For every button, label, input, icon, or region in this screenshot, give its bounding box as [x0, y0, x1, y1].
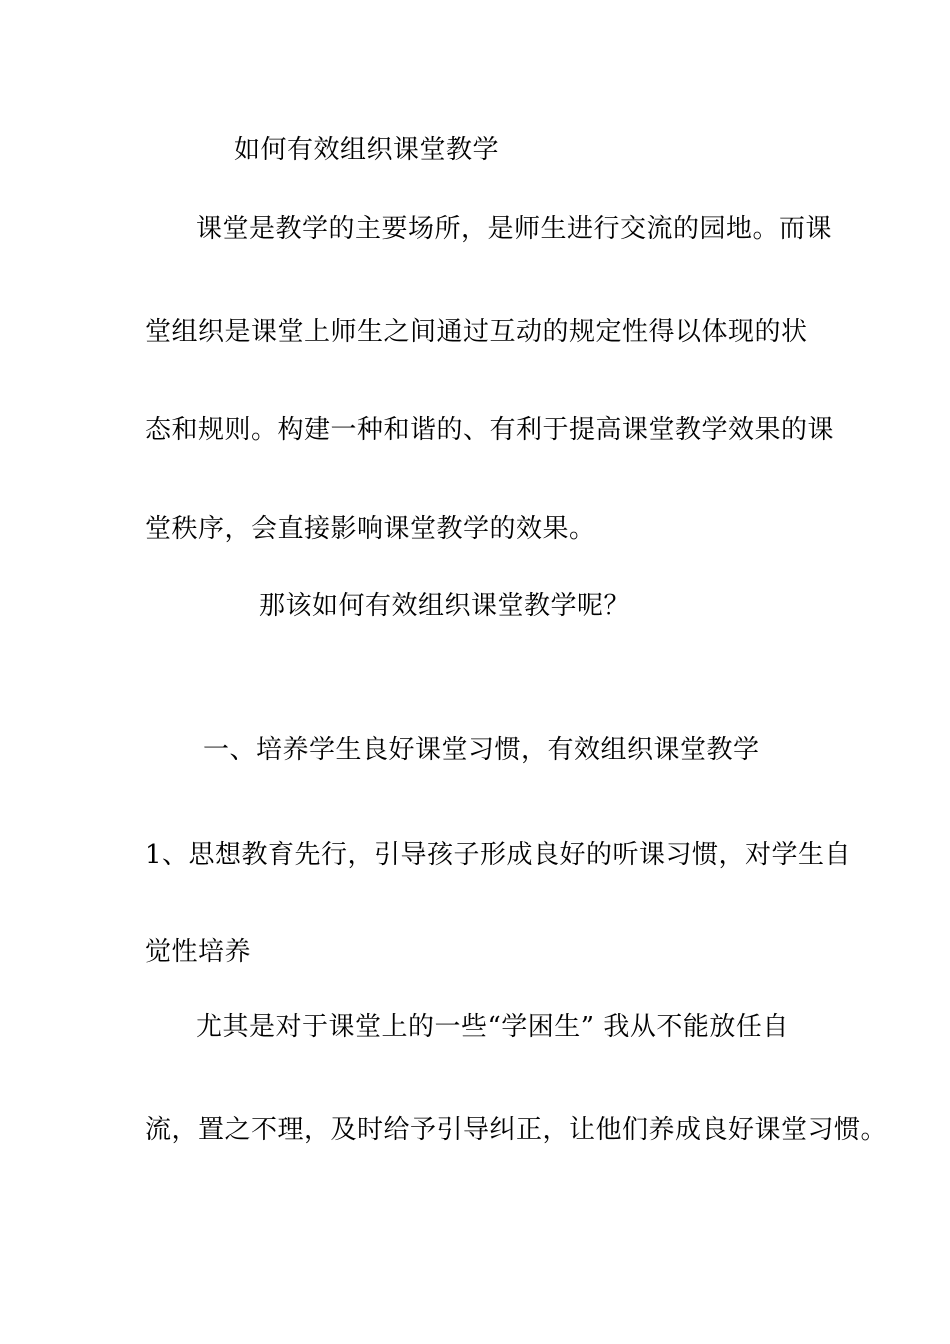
- section-heading-1: 一、培养学生良好课堂习惯，有效组织课堂教学: [203, 735, 760, 765]
- body-paragraph-line-1: 尤其是对于课堂上的一些“学困生” 我从不能放任自: [196, 1012, 789, 1042]
- intro-paragraph-line-2: 堂组织是课堂上师生之间通过互动的规定性得以体现的状: [145, 317, 808, 347]
- document-title: 如何有效组织课堂教学: [234, 135, 500, 165]
- intro-paragraph-line-3: 态和规则。构建一种和谐的、有利于提高课堂教学效果的课: [145, 415, 835, 445]
- subsection-heading-1-line-2: 觉性培养: [145, 937, 252, 967]
- question-line: 那该如何有效组织课堂教学呢？: [259, 591, 631, 621]
- subsection-heading-1-line-1: 1、思想教育先行，引导孩子形成良好的听课习惯，对学生自: [145, 840, 852, 870]
- intro-paragraph-line-1: 课堂是教学的主要场所，是师生进行交流的园地。而课: [196, 214, 833, 244]
- body-paragraph-line-2: 流，置之不理，及时给予引导纠正，让他们养成良好课堂习惯。: [145, 1115, 888, 1145]
- intro-paragraph-line-4: 堂秩序，会直接影响课堂教学的效果。: [145, 514, 596, 544]
